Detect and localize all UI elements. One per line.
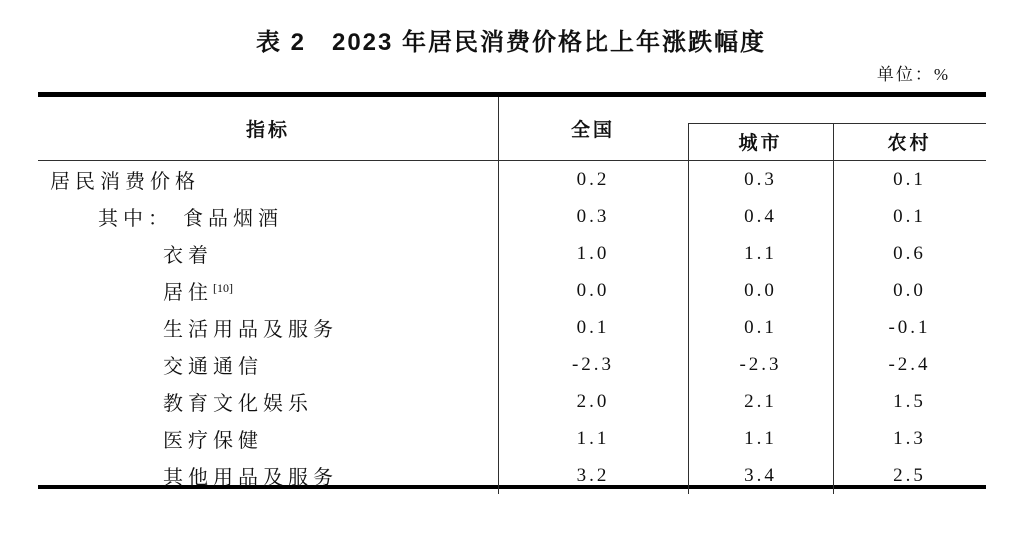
row-label — [38, 276, 498, 305]
value-urban: 1.1 — [744, 427, 777, 449]
row-label: 生活用品及服务 — [163, 319, 338, 341]
value-urban: -2.3 — [739, 353, 782, 375]
value-rural: 1.5 — [893, 390, 926, 412]
column-header-national: 全国 — [570, 120, 615, 141]
table-row — [38, 420, 986, 457]
value-national: 3.2 — [576, 464, 610, 486]
value-rural: 0.1 — [893, 205, 926, 227]
value-national: 1.0 — [576, 242, 610, 264]
value-rural: 0.0 — [893, 279, 926, 301]
value-rural: 2.5 — [893, 464, 926, 486]
table-body — [38, 161, 986, 494]
value-rural: 1.3 — [893, 427, 926, 449]
value-urban: 1.1 — [744, 242, 777, 264]
row-label: 其他用品及服务 — [163, 467, 338, 489]
value-urban: 0.0 — [744, 279, 777, 301]
table-row — [38, 309, 986, 346]
value-rural: 0.6 — [893, 242, 926, 264]
value-national: -2.3 — [571, 353, 615, 375]
value-rural: 0.1 — [893, 168, 926, 190]
table-row — [38, 457, 986, 494]
value-rural: -2.4 — [888, 353, 931, 375]
table-row — [38, 198, 986, 235]
row-label: 其中： 食品烟酒 — [98, 208, 283, 230]
table-row — [38, 235, 986, 272]
row-label: 居民消费价格 — [50, 171, 200, 193]
footnote-ref: [10] — [213, 281, 233, 295]
value-national: 1.1 — [576, 427, 610, 449]
value-urban: 0.3 — [744, 168, 777, 190]
table-row — [38, 383, 986, 420]
value-urban: 0.1 — [744, 316, 777, 338]
row-label: 教育文化娱乐 — [163, 393, 313, 415]
page-title: 表 2 2023 年居民消费价格比上年涨跌幅度 — [255, 29, 767, 56]
column-header-rural: 农村 — [887, 133, 932, 154]
row-label: 衣着 — [163, 245, 213, 267]
value-national: 0.2 — [576, 168, 610, 190]
value-urban: 2.1 — [744, 390, 777, 412]
column-header-urban: 城市 — [738, 133, 783, 154]
cpi-table — [38, 92, 986, 489]
value-rural: -0.1 — [888, 316, 931, 338]
value-national: 2.0 — [576, 390, 610, 412]
value-urban: 0.4 — [744, 205, 777, 227]
table-row — [38, 346, 986, 383]
row-label-text: 居住 — [163, 282, 213, 304]
column-header-indicator: 指标 — [245, 120, 290, 141]
value-national: 0.1 — [576, 316, 610, 338]
table-row — [38, 272, 986, 309]
unit-label: 单位：% — [876, 65, 950, 84]
value-national: 0.0 — [576, 279, 610, 301]
row-label: 医疗保健 — [163, 430, 263, 452]
value-national: 0.3 — [576, 205, 610, 227]
row-label: 交通通信 — [163, 356, 263, 378]
value-urban: 3.4 — [744, 464, 777, 486]
table-row — [38, 161, 986, 198]
